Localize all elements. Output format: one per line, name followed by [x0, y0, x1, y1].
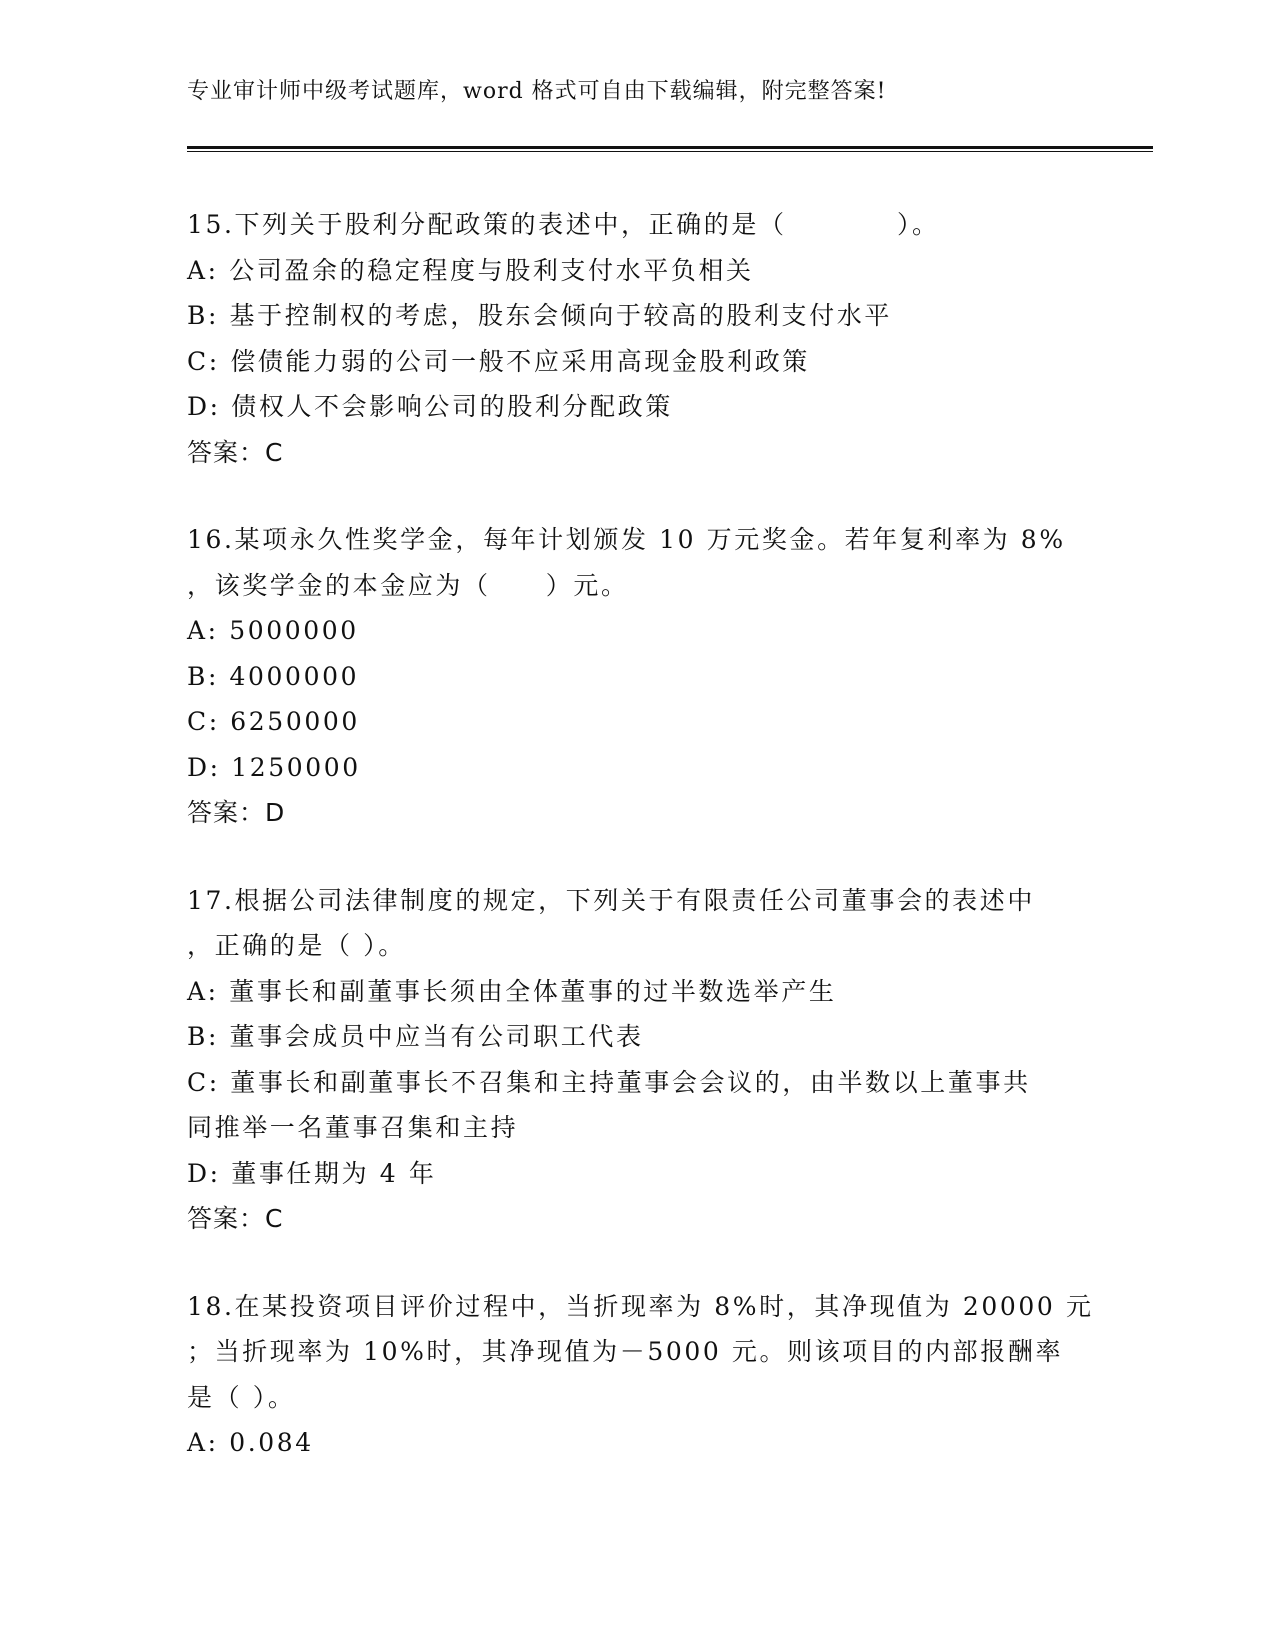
option-a: A: 公司盈余的稳定程度与股利支付水平负相关: [187, 255, 754, 285]
answer-line: 答案：C: [187, 437, 284, 467]
question-stem-continued: ；当折现率为 10%时，其净现值为－5000 元。则该项目的内部报酬率: [187, 1337, 1064, 1366]
question-16: [187, 517, 1087, 836]
question-list: [187, 202, 1094, 1508]
option-d: D: 1250000: [187, 752, 361, 782]
question-stem-continued: ，该奖学金的本金应为（ ）元。: [187, 570, 629, 600]
option-c: C: 偿债能力弱的公司一般不应采用高现金股利政策: [187, 346, 810, 376]
question-15: [187, 202, 1087, 475]
question-stem: 18.在某投资项目评价过程中，当折现率为 8%时，其净现值为 20000 元: [187, 1291, 1094, 1321]
option-a: A: 董事长和副董事长须由全体董事的过半数选举产生: [187, 976, 837, 1006]
option-b: B: 基于控制权的考虑，股东会倾向于较高的股利支付水平: [187, 301, 892, 330]
question-stem-continued: 是（ ）。: [187, 1382, 296, 1412]
question-stem: 17.根据公司法律制度的规定，下列关于有限责任公司董事会的表述中: [187, 885, 1035, 915]
option-c-continued: 同推举一名董事召集和主持: [187, 1113, 519, 1142]
question-17: [187, 878, 1087, 1242]
option-b: B: 4000000: [187, 661, 360, 691]
option-a: A: 0.084: [187, 1428, 314, 1457]
answer-line: 答案：D: [187, 798, 286, 827]
question-stem-continued: ，正确的是（ ）。: [187, 931, 406, 960]
question-stem: 16.某项永久性奖学金，每年计划颁发 10 万元奖金。若年复利率为 8%: [187, 525, 1066, 554]
header-divider: [187, 146, 1153, 152]
option-c: C: 6250000: [187, 707, 360, 736]
option-c: C: 董事长和副董事长不召集和主持董事会会议的，由半数以上董事共: [187, 1067, 1031, 1097]
option-a: A: 5000000: [187, 616, 359, 645]
header-text: 专业审计师中级考试题库，word 格式可自由下载编辑，附完整答案!: [187, 79, 887, 104]
answer-line: 答案：C: [187, 1204, 284, 1233]
option-d: D: 董事任期为 4 年: [187, 1158, 437, 1188]
question-18: [187, 1284, 1094, 1466]
option-b: B: 董事会成员中应当有公司职工代表: [187, 1022, 644, 1051]
question-stem: 15.下列关于股利分配政策的表述中，正确的是（ ）。: [187, 210, 940, 239]
option-d: D: 债权人不会影响公司的股利分配政策: [187, 392, 673, 421]
